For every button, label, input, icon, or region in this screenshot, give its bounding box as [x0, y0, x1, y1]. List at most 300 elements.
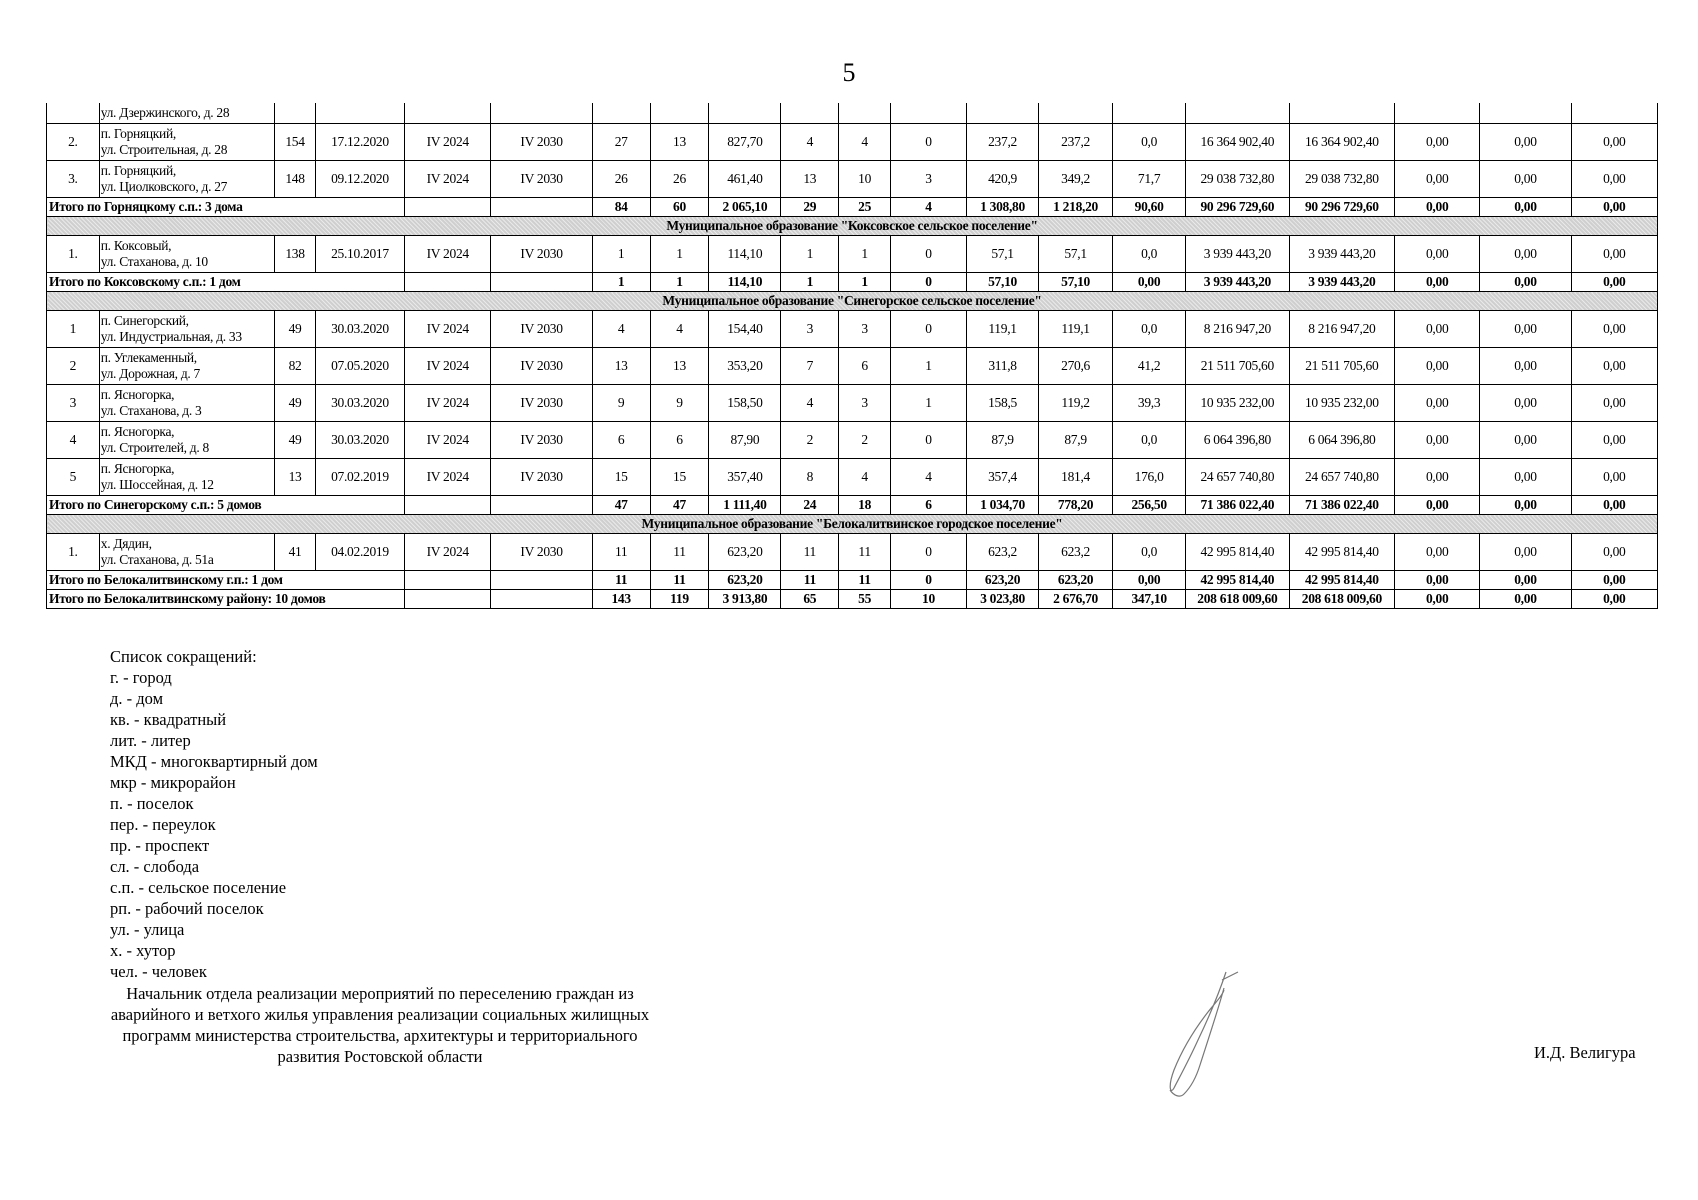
value-cell: 57,1: [1039, 236, 1113, 273]
signer-title: [60, 983, 700, 1067]
value-cell: 623,2: [1039, 534, 1113, 571]
value-cell: 0,00: [1571, 459, 1657, 496]
value-cell: 0,00: [1480, 385, 1571, 422]
value-cell: 3: [781, 311, 839, 348]
value-cell: 0,00: [1480, 459, 1571, 496]
empty-cell: [405, 273, 491, 292]
abbreviation-item: пр. - проспект: [110, 836, 210, 855]
total-value-cell: 55: [839, 590, 891, 609]
document-number-cell: 138: [275, 236, 316, 273]
value-cell: 0,00: [1571, 385, 1657, 422]
total-value-cell: 1: [650, 273, 709, 292]
total-value-cell: 0,00: [1480, 571, 1571, 590]
value-cell: 0,0: [1113, 534, 1186, 571]
planned-date-cell: IV 2024: [405, 348, 491, 385]
total-value-cell: 0: [890, 273, 966, 292]
document-number-cell: 49: [275, 385, 316, 422]
value-cell: 181,4: [1039, 459, 1113, 496]
total-value-cell: 0,00: [1571, 273, 1657, 292]
abbreviations-list: [110, 646, 318, 982]
value-cell: 420,9: [967, 161, 1039, 198]
total-value-cell: 0,00: [1395, 198, 1480, 217]
table-row: [47, 124, 1658, 161]
total-value-cell: 3 939 443,20: [1289, 273, 1395, 292]
planned-date-cell: IV 2030: [491, 124, 592, 161]
resettlement-table: [46, 103, 1658, 609]
value-cell: 10: [839, 161, 891, 198]
total-value-cell: 0,00: [1571, 496, 1657, 515]
abbreviation-item: ул. - улица: [110, 920, 185, 939]
value-cell: 0,00: [1480, 124, 1571, 161]
total-value-cell: 778,20: [1039, 496, 1113, 515]
value-cell: 4: [890, 459, 966, 496]
document-date-cell: 30.03.2020: [315, 422, 404, 459]
planned-date-cell: IV 2024: [405, 459, 491, 496]
section-title: Муниципальное образование "Белокалитвинское городское поселение": [47, 515, 1658, 534]
value-cell: 357,4: [967, 459, 1039, 496]
value-cell: 13: [781, 161, 839, 198]
row-number-cell: 4: [47, 422, 100, 459]
total-value-cell: 6: [890, 496, 966, 515]
value-cell: 16 364 902,40: [1186, 124, 1289, 161]
table-row: [47, 422, 1658, 459]
value-cell: 0,00: [1480, 311, 1571, 348]
total-value-cell: 0: [890, 571, 966, 590]
total-value-cell: 0,00: [1113, 273, 1186, 292]
abbreviation-item: г. - город: [110, 668, 172, 687]
value-cell: 0,00: [1480, 534, 1571, 571]
total-value-cell: 57,10: [1039, 273, 1113, 292]
empty-cell: [491, 571, 592, 590]
total-value-cell: 3 939 443,20: [1186, 273, 1289, 292]
value-cell: 0,00: [1480, 161, 1571, 198]
value-cell: 24 657 740,80: [1289, 459, 1395, 496]
planned-date-cell: IV 2024: [405, 161, 491, 198]
value-cell: 0,00: [1571, 236, 1657, 273]
value-cell: 13: [650, 348, 709, 385]
planned-date-cell: IV 2030: [491, 236, 592, 273]
total-value-cell: 0,00: [1571, 198, 1657, 217]
value-cell: 0: [890, 236, 966, 273]
document-number-cell: 13: [275, 459, 316, 496]
total-value-cell: 11: [592, 571, 650, 590]
total-value-cell: 11: [839, 571, 891, 590]
total-value-cell: 0,00: [1480, 198, 1571, 217]
total-row: [47, 496, 1658, 515]
value-cell: 270,6: [1039, 348, 1113, 385]
total-value-cell: 0,00: [1571, 571, 1657, 590]
value-cell: 119,1: [1039, 311, 1113, 348]
table-row-continued: [47, 103, 1658, 124]
value-cell: 15: [592, 459, 650, 496]
address-cell: п. Углекаменный, ул. Дорожная, д. 7: [99, 348, 275, 385]
total-row: [47, 590, 1658, 609]
document-date-cell: 30.03.2020: [315, 311, 404, 348]
abbreviation-item: пер. - переулок: [110, 815, 216, 834]
total-value-cell: 60: [650, 198, 709, 217]
value-cell: 11: [592, 534, 650, 571]
abbreviation-item: сл. - слобода: [110, 857, 200, 876]
total-value-cell: 0,00: [1571, 590, 1657, 609]
value-cell: 0,00: [1571, 422, 1657, 459]
total-row: [47, 198, 1658, 217]
abbreviation-item: чел. - человек: [110, 962, 207, 981]
row-number-cell: 5: [47, 459, 100, 496]
value-cell: 42 995 814,40: [1186, 534, 1289, 571]
value-cell: 0,00: [1395, 161, 1480, 198]
value-cell: 0,00: [1395, 124, 1480, 161]
total-value-cell: 623,20: [967, 571, 1039, 590]
signer-name: И.Д. Велигура: [1534, 1043, 1636, 1062]
value-cell: 4: [839, 124, 891, 161]
planned-date-cell: IV 2030: [491, 385, 592, 422]
value-cell: 11: [650, 534, 709, 571]
value-cell: 237,2: [1039, 124, 1113, 161]
total-value-cell: 0,00: [1480, 590, 1571, 609]
value-cell: 87,90: [709, 422, 781, 459]
value-cell: 87,9: [967, 422, 1039, 459]
value-cell: 21 511 705,60: [1289, 348, 1395, 385]
total-value-cell: 84: [592, 198, 650, 217]
value-cell: 3: [839, 311, 891, 348]
row-number-cell: 2.: [47, 124, 100, 161]
document-number-cell: 41: [275, 534, 316, 571]
row-number-cell: 1.: [47, 236, 100, 273]
total-label: Итого по Коксовскому с.п.: 1 дом: [47, 273, 405, 292]
value-cell: 1: [781, 236, 839, 273]
address-cell: ул. Дзержинского, д. 28: [99, 103, 275, 124]
planned-date-cell: IV 2024: [405, 385, 491, 422]
signature-image: [1160, 970, 1270, 1100]
value-cell: 0,00: [1571, 161, 1657, 198]
value-cell: 0,0: [1113, 422, 1186, 459]
value-cell: 1: [592, 236, 650, 273]
document-number-cell: 49: [275, 422, 316, 459]
table-row: [47, 311, 1658, 348]
total-value-cell: 42 995 814,40: [1289, 571, 1395, 590]
abbreviation-item: п. - поселок: [110, 794, 194, 813]
planned-date-cell: IV 2030: [491, 459, 592, 496]
value-cell: 623,2: [967, 534, 1039, 571]
planned-date-cell: IV 2030: [491, 161, 592, 198]
abbreviation-item: с.п. - сельское поселение: [110, 878, 287, 897]
total-value-cell: 4: [890, 198, 966, 217]
value-cell: 461,40: [709, 161, 781, 198]
value-cell: 0,00: [1480, 348, 1571, 385]
table-row: [47, 161, 1658, 198]
value-cell: 10 935 232,00: [1186, 385, 1289, 422]
empty-cell: [405, 496, 491, 515]
value-cell: 0,00: [1571, 124, 1657, 161]
value-cell: 29 038 732,80: [1289, 161, 1395, 198]
value-cell: 4: [781, 124, 839, 161]
total-value-cell: 3 023,80: [967, 590, 1039, 609]
address-cell: х. Дядин, ул. Стаханова, д. 51а: [99, 534, 275, 571]
empty-cell: [491, 198, 592, 217]
total-value-cell: 0,00: [1480, 273, 1571, 292]
value-cell: 0: [890, 311, 966, 348]
planned-date-cell: IV 2024: [405, 311, 491, 348]
value-cell: 0,00: [1395, 534, 1480, 571]
total-value-cell: 2 065,10: [709, 198, 781, 217]
total-value-cell: 3 913,80: [709, 590, 781, 609]
total-value-cell: 24: [781, 496, 839, 515]
table-row: [47, 534, 1658, 571]
section-title: Муниципальное образование "Коксовское сельское поселение": [47, 217, 1658, 236]
value-cell: 237,2: [967, 124, 1039, 161]
total-value-cell: 1 034,70: [967, 496, 1039, 515]
total-value-cell: 347,10: [1113, 590, 1186, 609]
total-value-cell: 1 111,40: [709, 496, 781, 515]
abbreviations-heading: Список сокращений:: [110, 647, 257, 666]
value-cell: 1: [839, 236, 891, 273]
address-cell: п. Коксовый, ул. Стаханова, д. 10: [99, 236, 275, 273]
value-cell: 1: [890, 348, 966, 385]
total-label: Итого по Синегорскому с.п.: 5 домов: [47, 496, 405, 515]
value-cell: 2: [839, 422, 891, 459]
abbreviation-item: д. - дом: [110, 689, 164, 708]
planned-date-cell: IV 2024: [405, 124, 491, 161]
value-cell: 42 995 814,40: [1289, 534, 1395, 571]
total-value-cell: 119: [650, 590, 709, 609]
total-value-cell: 0,00: [1395, 571, 1480, 590]
section-header-row: [47, 217, 1658, 236]
table-row: [47, 348, 1658, 385]
total-value-cell: 65: [781, 590, 839, 609]
value-cell: 15: [650, 459, 709, 496]
value-cell: 1: [890, 385, 966, 422]
total-value-cell: 0,00: [1395, 273, 1480, 292]
empty-cell: [405, 590, 491, 609]
total-value-cell: 1 308,80: [967, 198, 1039, 217]
value-cell: 8 216 947,20: [1186, 311, 1289, 348]
empty-cell: [405, 571, 491, 590]
total-value-cell: 0,00: [1480, 496, 1571, 515]
value-cell: 11: [781, 534, 839, 571]
value-cell: 3: [839, 385, 891, 422]
total-value-cell: 29: [781, 198, 839, 217]
section-title: Муниципальное образование "Синегорское сельское поселение": [47, 292, 1658, 311]
value-cell: 0,00: [1395, 311, 1480, 348]
total-value-cell: 71 386 022,40: [1289, 496, 1395, 515]
row-number-cell: 2: [47, 348, 100, 385]
total-value-cell: 57,10: [967, 273, 1039, 292]
value-cell: 0,0: [1113, 236, 1186, 273]
total-value-cell: 11: [650, 571, 709, 590]
row-number-cell: 1.: [47, 534, 100, 571]
value-cell: 57,1: [967, 236, 1039, 273]
address-cell: п. Синегорский, ул. Индустриальная, д. 33: [99, 311, 275, 348]
total-row: [47, 273, 1658, 292]
address-cell: п. Горняцкий, ул. Строительная, д. 28: [99, 124, 275, 161]
signer-title-line: программ министерства строительства, архитектуры и территориального: [122, 1026, 638, 1045]
table-row: [47, 236, 1658, 273]
value-cell: 6: [650, 422, 709, 459]
value-cell: 4: [592, 311, 650, 348]
value-cell: 6: [592, 422, 650, 459]
value-cell: 154,40: [709, 311, 781, 348]
value-cell: 6: [839, 348, 891, 385]
total-label: Итого по Белокалитвинскому г.п.: 1 дом: [47, 571, 405, 590]
total-value-cell: 0,00: [1113, 571, 1186, 590]
total-row: [47, 571, 1658, 590]
value-cell: 4: [781, 385, 839, 422]
value-cell: 0: [890, 422, 966, 459]
document-date-cell: 25.10.2017: [315, 236, 404, 273]
total-value-cell: 90,60: [1113, 198, 1186, 217]
section-header-row: [47, 292, 1658, 311]
abbreviation-item: лит. - литер: [110, 731, 191, 750]
planned-date-cell: IV 2030: [491, 311, 592, 348]
value-cell: 9: [592, 385, 650, 422]
value-cell: 7: [781, 348, 839, 385]
address-cell: п. Ясногорка, ул. Шоссейная, д. 12: [99, 459, 275, 496]
value-cell: 357,40: [709, 459, 781, 496]
section-header-row: [47, 515, 1658, 534]
value-cell: 41,2: [1113, 348, 1186, 385]
total-value-cell: 143: [592, 590, 650, 609]
value-cell: 6 064 396,80: [1186, 422, 1289, 459]
total-value-cell: 1: [781, 273, 839, 292]
value-cell: 9: [650, 385, 709, 422]
value-cell: 0: [890, 124, 966, 161]
value-cell: 0,0: [1113, 311, 1186, 348]
value-cell: 8: [781, 459, 839, 496]
document-date-cell: 30.03.2020: [315, 385, 404, 422]
value-cell: 0,00: [1395, 422, 1480, 459]
value-cell: 4: [839, 459, 891, 496]
document-number-cell: 148: [275, 161, 316, 198]
value-cell: 158,50: [709, 385, 781, 422]
value-cell: 16 364 902,40: [1289, 124, 1395, 161]
empty-cell: [491, 590, 592, 609]
total-value-cell: 1: [839, 273, 891, 292]
value-cell: 0,00: [1571, 311, 1657, 348]
value-cell: 4: [650, 311, 709, 348]
page-number: 5: [842, 58, 856, 87]
value-cell: 0: [890, 534, 966, 571]
value-cell: 1: [650, 236, 709, 273]
total-value-cell: 47: [592, 496, 650, 515]
value-cell: 0,00: [1571, 534, 1657, 571]
row-number-cell: 1: [47, 311, 100, 348]
document-date-cell: 07.02.2019: [315, 459, 404, 496]
document-date-cell: 17.12.2020: [315, 124, 404, 161]
value-cell: 21 511 705,60: [1186, 348, 1289, 385]
total-value-cell: 114,10: [709, 273, 781, 292]
total-value-cell: 71 386 022,40: [1186, 496, 1289, 515]
value-cell: 24 657 740,80: [1186, 459, 1289, 496]
total-value-cell: 208 618 009,60: [1186, 590, 1289, 609]
empty-cell: [491, 496, 592, 515]
value-cell: 0,00: [1480, 422, 1571, 459]
value-cell: 0,00: [1395, 348, 1480, 385]
value-cell: 87,9: [1039, 422, 1113, 459]
empty-cell: [491, 273, 592, 292]
value-cell: 176,0: [1113, 459, 1186, 496]
document-number-cell: 82: [275, 348, 316, 385]
abbreviation-item: рп. - рабочий поселок: [110, 899, 264, 918]
total-value-cell: 18: [839, 496, 891, 515]
value-cell: 10 935 232,00: [1289, 385, 1395, 422]
total-value-cell: 623,20: [709, 571, 781, 590]
value-cell: 13: [650, 124, 709, 161]
value-cell: 349,2: [1039, 161, 1113, 198]
value-cell: 6 064 396,80: [1289, 422, 1395, 459]
total-value-cell: 25: [839, 198, 891, 217]
document-number-cell: 154: [275, 124, 316, 161]
value-cell: 0,0: [1113, 124, 1186, 161]
total-value-cell: 10: [890, 590, 966, 609]
value-cell: 13: [592, 348, 650, 385]
abbreviation-item: кв. - квадратный: [110, 710, 227, 729]
value-cell: 827,70: [709, 124, 781, 161]
value-cell: 3: [890, 161, 966, 198]
document-date-cell: 04.02.2019: [315, 534, 404, 571]
signer-title-line: аварийного и ветхого жилья управления реализации социальных жилищных: [110, 1005, 650, 1024]
total-label: Итого по Горняцкому с.п.: 3 дома: [47, 198, 405, 217]
value-cell: 119,1: [967, 311, 1039, 348]
row-number-cell: 3.: [47, 161, 100, 198]
abbreviation-item: х. - хутор: [110, 941, 176, 960]
address-cell: п. Горняцкий, ул. Циолковского, д. 27: [99, 161, 275, 198]
address-cell: п. Ясногорка, ул. Строителей, д. 8: [99, 422, 275, 459]
value-cell: 71,7: [1113, 161, 1186, 198]
signer-title-line: Начальник отдела реализации мероприятий по переселению граждан из: [126, 984, 634, 1003]
address-cell: п. Ясногорка, ул. Стаханова, д. 3: [99, 385, 275, 422]
empty-cell: [405, 198, 491, 217]
value-cell: 119,2: [1039, 385, 1113, 422]
value-cell: 311,8: [967, 348, 1039, 385]
total-value-cell: 0,00: [1395, 496, 1480, 515]
row-number-cell: 3: [47, 385, 100, 422]
planned-date-cell: IV 2030: [491, 348, 592, 385]
value-cell: 353,20: [709, 348, 781, 385]
total-value-cell: 1: [592, 273, 650, 292]
planned-date-cell: IV 2024: [405, 422, 491, 459]
document-date-cell: 07.05.2020: [315, 348, 404, 385]
value-cell: 26: [650, 161, 709, 198]
value-cell: 2: [781, 422, 839, 459]
value-cell: 26: [592, 161, 650, 198]
total-value-cell: 1 218,20: [1039, 198, 1113, 217]
total-value-cell: 0,00: [1395, 590, 1480, 609]
value-cell: 39,3: [1113, 385, 1186, 422]
total-value-cell: 256,50: [1113, 496, 1186, 515]
value-cell: 8 216 947,20: [1289, 311, 1395, 348]
value-cell: 0,00: [1395, 236, 1480, 273]
value-cell: 0,00: [1395, 385, 1480, 422]
value-cell: 158,5: [967, 385, 1039, 422]
total-value-cell: 42 995 814,40: [1186, 571, 1289, 590]
total-value-cell: 208 618 009,60: [1289, 590, 1395, 609]
abbreviation-item: МКД - многоквартирный дом: [110, 752, 318, 771]
value-cell: 0,00: [1395, 459, 1480, 496]
total-value-cell: 11: [781, 571, 839, 590]
document-number-cell: 49: [275, 311, 316, 348]
planned-date-cell: IV 2024: [405, 534, 491, 571]
planned-date-cell: IV 2030: [491, 534, 592, 571]
table-row: [47, 459, 1658, 496]
total-value-cell: 90 296 729,60: [1186, 198, 1289, 217]
planned-date-cell: IV 2030: [491, 422, 592, 459]
total-value-cell: 90 296 729,60: [1289, 198, 1395, 217]
total-value-cell: 2 676,70: [1039, 590, 1113, 609]
value-cell: 0,00: [1571, 348, 1657, 385]
value-cell: 27: [592, 124, 650, 161]
value-cell: 0,00: [1480, 236, 1571, 273]
document-date-cell: 09.12.2020: [315, 161, 404, 198]
